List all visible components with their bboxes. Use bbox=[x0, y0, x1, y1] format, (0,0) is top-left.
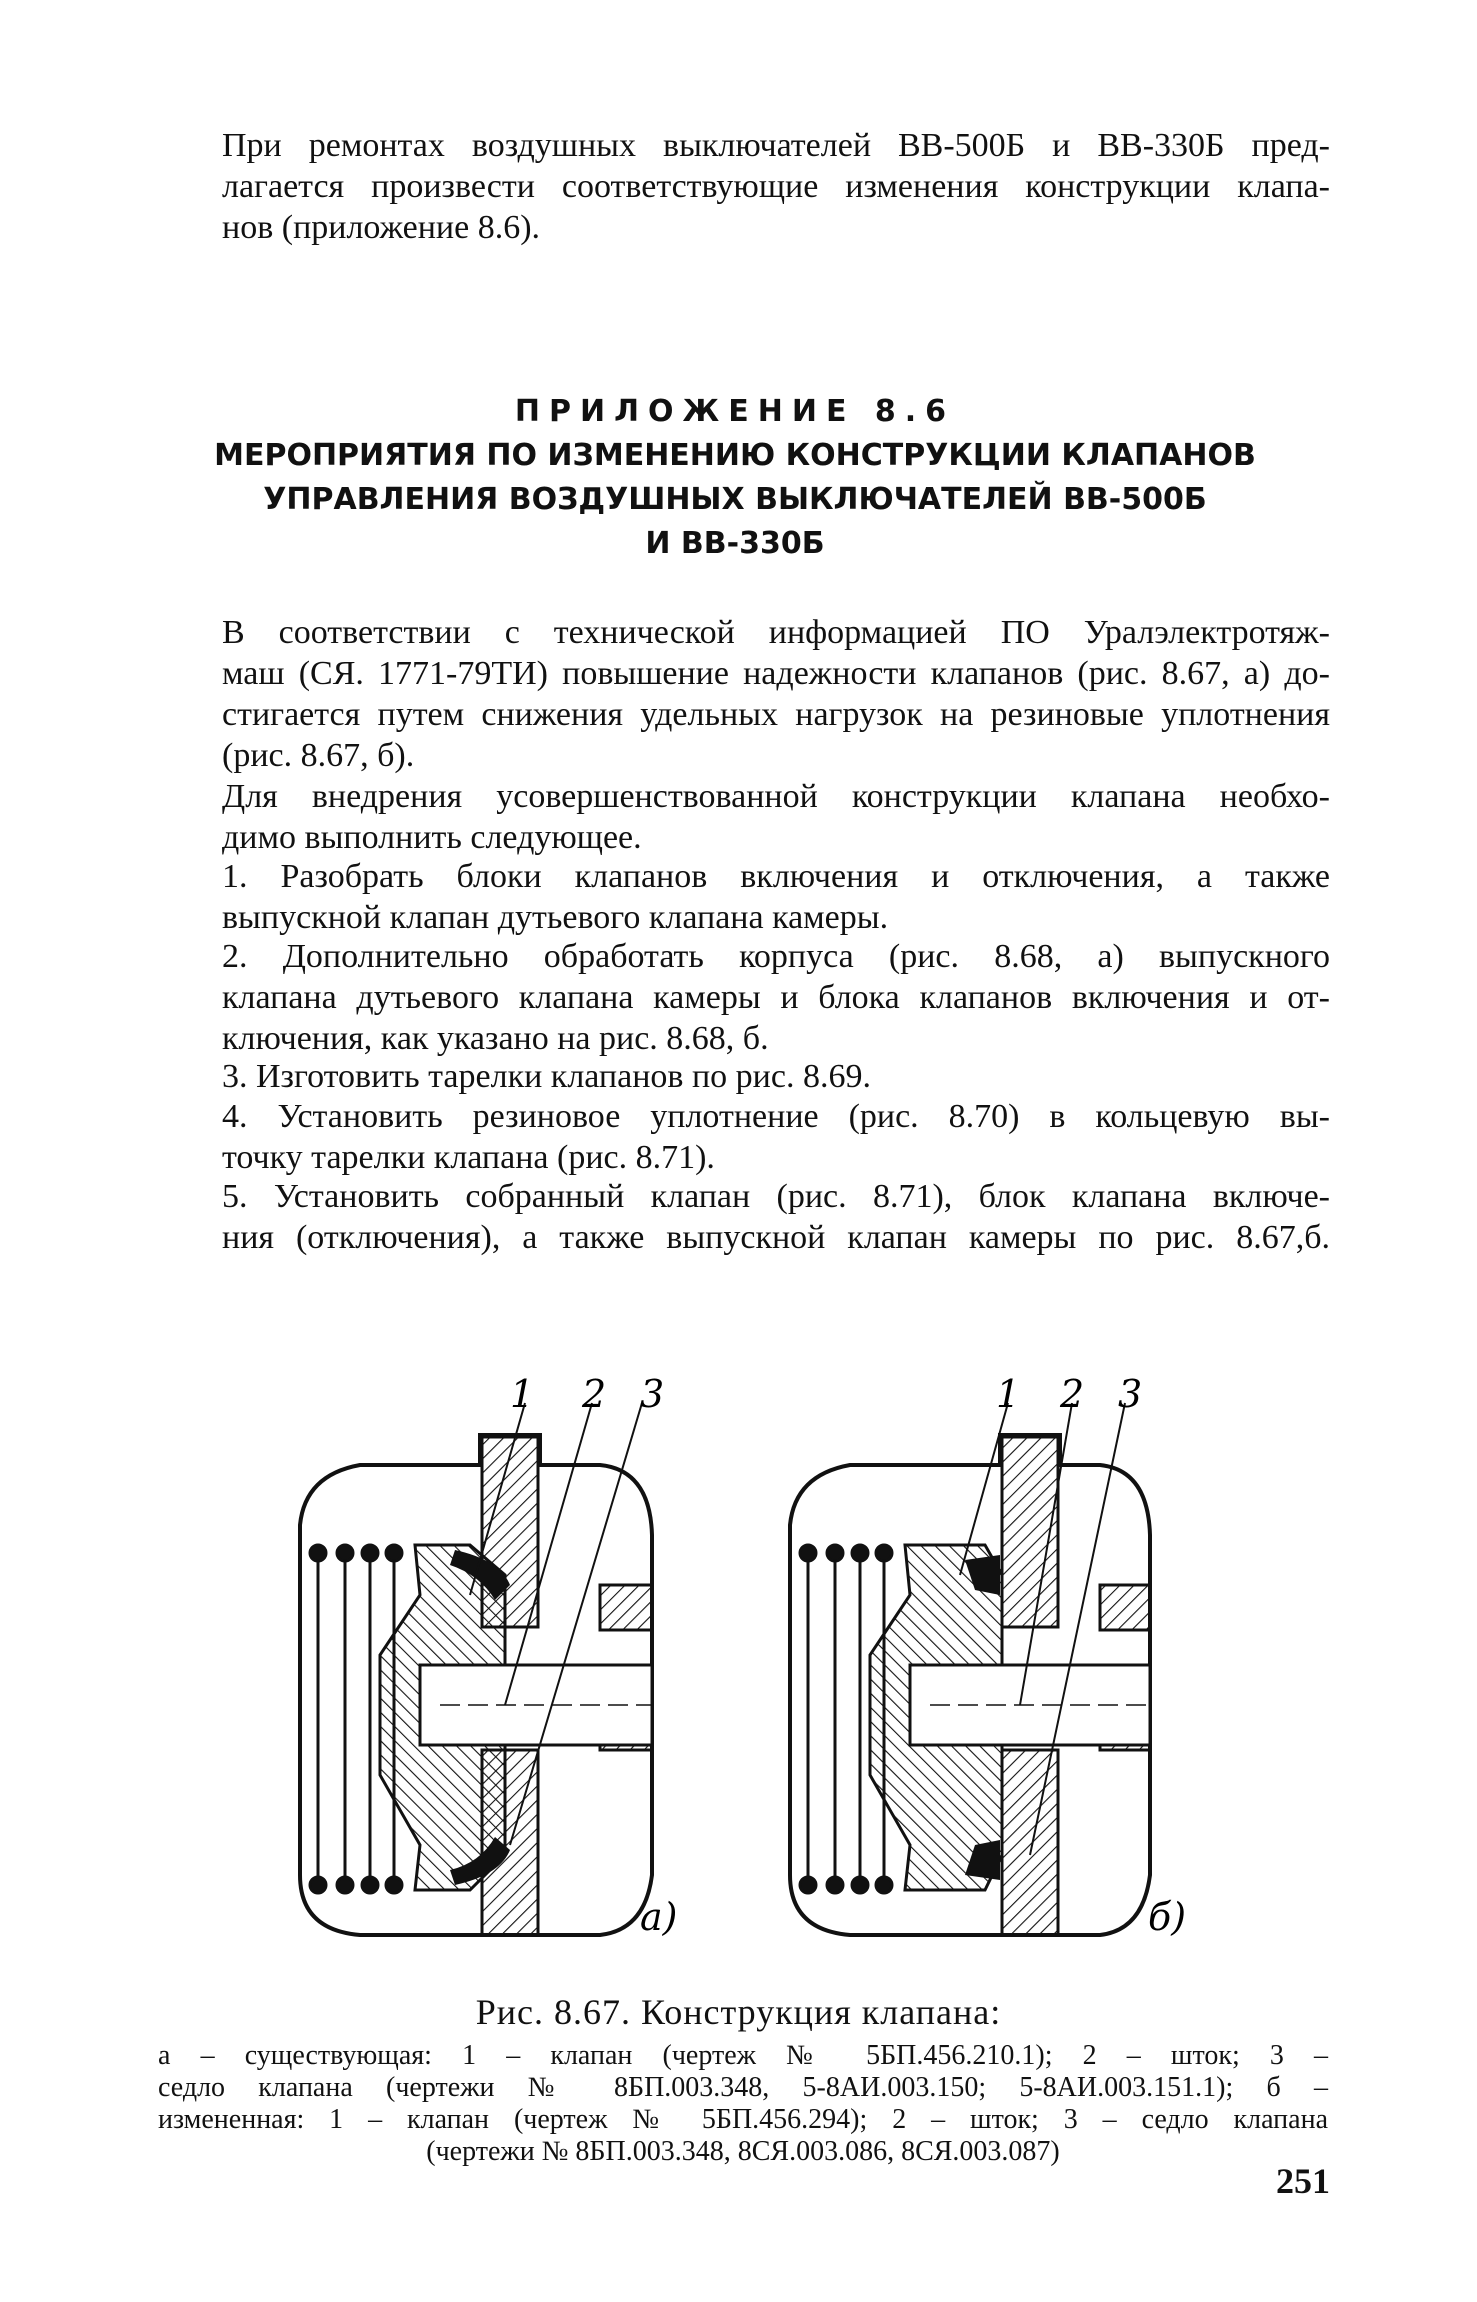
figure-caption-body bbox=[158, 2040, 1328, 2168]
item4-line-1: 4. Установить резиновое уплотнение (рис. 8.70) в кольцевую вы- bbox=[222, 1098, 1330, 1135]
body-paragraph-2 bbox=[222, 776, 1330, 858]
list-item-5 bbox=[222, 1176, 1330, 1258]
list-item-3 bbox=[222, 1056, 1330, 1097]
figure-8-67 bbox=[0, 1375, 1477, 1975]
list-item-2 bbox=[222, 936, 1330, 1059]
intro-paragraph bbox=[222, 125, 1330, 248]
list-item-1 bbox=[222, 856, 1330, 938]
label-a: а) bbox=[640, 1895, 678, 1939]
p2-line-1: Для внедрения усовершенствованной конструкции клапана необхо- bbox=[222, 778, 1330, 815]
intro-line-2: лагается произвести соответствующие изменения конструкции клапа- bbox=[222, 168, 1330, 205]
item1-line-2: выпускной клапан дутьевого клапана камеры. bbox=[222, 899, 889, 936]
caption-line-2: седло клапана (чертежи № 8БП.003.348, 5-8АИ.003.150; 5-8АИ.003.151.1); б – bbox=[158, 2072, 1328, 2103]
caption-line-3: измененная: 1 – клапан (чертеж № 5БП.456.294); 2 – шток; 3 – седло клапана bbox=[158, 2104, 1328, 2135]
drawing-b bbox=[790, 1403, 1150, 1935]
appendix-heading bbox=[180, 390, 1290, 566]
valve-drawings bbox=[0, 1375, 1477, 1975]
right-number-1: 1 bbox=[996, 1375, 1021, 1416]
p2-line-2: димо выполнить следующее. bbox=[222, 819, 642, 856]
item2-line-3: ключения, как указано на рис. 8.68, б. bbox=[222, 1020, 769, 1057]
left-number-3: 3 bbox=[640, 1375, 665, 1416]
item5-line-2: ния (отключения), а также выпускной клапан камеры по рис. 8.67,б. bbox=[222, 1219, 1330, 1256]
p1-line-1: В соответствии с технической информацией ПО Уралэлектротяж- bbox=[222, 614, 1330, 651]
p1-line-4: (рис. 8.67, б). bbox=[222, 737, 415, 774]
appendix-label: ПРИЛОЖЕНИЕ 8.6 bbox=[514, 394, 956, 429]
p1-line-3: стигается путем снижения удельных нагрузок на резиновые уплотнения bbox=[222, 696, 1330, 733]
body-paragraph-1 bbox=[222, 612, 1330, 776]
label-b: б) bbox=[1148, 1895, 1187, 1939]
intro-line-1: При ремонтах воздушных выключателей ВВ-500Б и ВВ-330Б пред- bbox=[222, 127, 1330, 164]
right-number-3: 3 bbox=[1118, 1375, 1143, 1416]
page-number: 251 bbox=[1276, 2161, 1330, 2201]
item3-line-1: 3. Изготовить тарелки клапанов по рис. 8.69. bbox=[222, 1058, 871, 1095]
item1-line-1: 1. Разобрать блоки клапанов включения и отключения, а также bbox=[222, 858, 1330, 895]
item2-line-1: 2. Дополнительно обработать корпуса (рис. 8.68, а) выпускного bbox=[222, 938, 1330, 975]
caption-line-1: а – существующая: 1 – клапан (чертеж № 5БП.456.210.1); 2 – шток; 3 – bbox=[158, 2040, 1328, 2071]
item5-line-1: 5. Установить собранный клапан (рис. 8.71), блок клапана включе- bbox=[222, 1178, 1330, 1215]
right-number-2: 2 bbox=[1060, 1375, 1085, 1416]
left-number-2: 2 bbox=[582, 1375, 607, 1416]
caption-line-4: (чертежи № 8БП.003.348, 8СЯ.003.086, 8СЯ.003.087) bbox=[426, 2136, 1060, 2167]
p1-line-2: маш (СЯ. 1771-79ТИ) повышение надежности клапанов (рис. 8.67, а) до- bbox=[222, 655, 1330, 692]
heading-line-2: УПРАВЛЕНИЯ ВОЗДУШНЫХ ВЫКЛЮЧАТЕЛЕЙ ВВ-500Б bbox=[263, 482, 1207, 517]
list-item-4 bbox=[222, 1096, 1330, 1178]
item2-line-2: клапана дутьевого клапана камеры и блока клапанов включения и от- bbox=[222, 979, 1330, 1016]
drawing-a bbox=[300, 1403, 652, 1935]
intro-line-3: нов (приложение 8.6). bbox=[222, 209, 541, 246]
item4-line-2: точку тарелки клапана (рис. 8.71). bbox=[222, 1139, 715, 1176]
heading-line-1: МЕРОПРИЯТИЯ ПО ИЗМЕНЕНИЮ КОНСТРУКЦИИ КЛАПАНОВ bbox=[214, 438, 1256, 473]
left-number-1: 1 bbox=[510, 1375, 535, 1416]
figure-caption-title: Рис. 8.67. Конструкция клапана: bbox=[475, 1992, 1002, 2032]
heading-line-3: И ВВ-330Б bbox=[645, 526, 825, 561]
